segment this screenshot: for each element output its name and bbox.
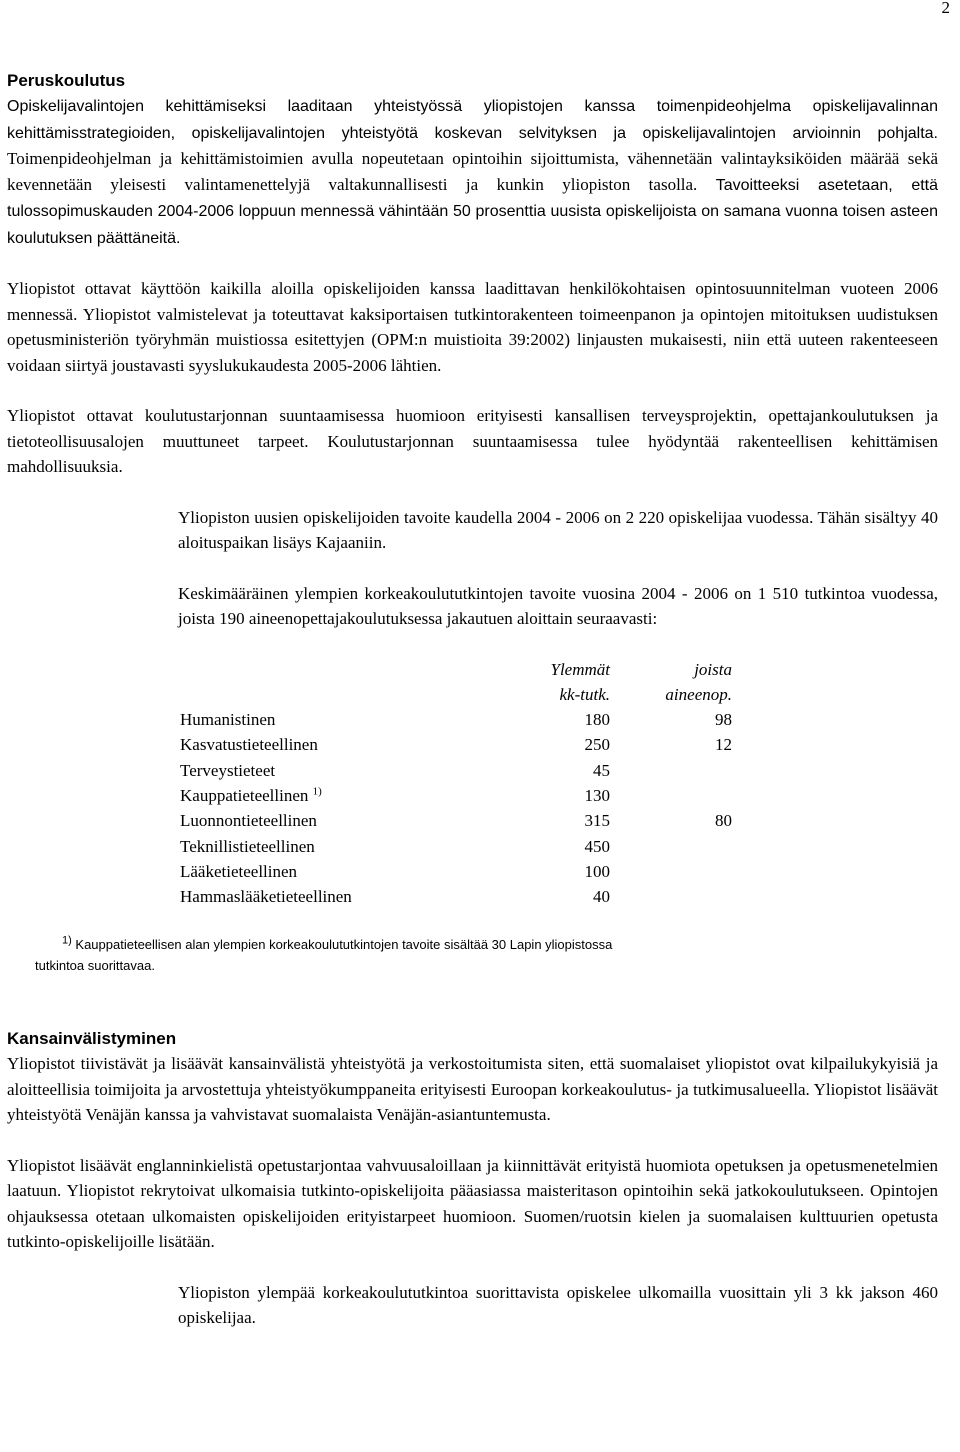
row-value-degrees: 315 <box>584 811 610 831</box>
paragraph-part-c: Tavoitteeksi asetetaan, että tulossopimuskauden 2004-2006 loppuun mennessä vähintään 50 prosenttia uusista opiskelijoista on samana vuonna toisen asteen koulutuksen päättäneitä. <box>7 176 939 247</box>
table-row <box>180 707 732 732</box>
row-value-teachers: 98 <box>715 710 732 730</box>
page-number: 2 <box>941 0 950 17</box>
table-row <box>180 783 732 808</box>
row-label-text: Kauppatieteellinen <box>180 785 309 805</box>
row-label: Kasvatustieteellinen <box>180 735 318 755</box>
table-header-row <box>180 657 732 682</box>
row-value-teachers <box>610 859 732 884</box>
degree-targets-table <box>180 657 732 910</box>
col-header-aineenop: aineenop. <box>665 684 732 704</box>
row-value-degrees: 130 <box>584 785 610 805</box>
row-value-degrees: 40 <box>593 887 610 907</box>
paragraph-yhteistyo: Yliopistot tiivistävät ja lisäävät kansainvälistä yhteistyötä ja verkostoitumista siten, että suomalaiset yliopistot ovat kilpailukykyisiä ja aloitteellisia toimijoita ja arvostettuja yhteistyökumppaneita erityisesti Euroopan korkeakoulutus- ja tutkimusalueella. Yliopistot lisäävät yhteistyötä Venäjän kanssa ja vahvistavat suomalaista Venäjän-asiantuntemusta. <box>7 1054 938 1125</box>
paragraph-koulutustarjonta: Yliopistot ottavat koulutustarjonnan suuntaamisessa huomioon erityisesti kansallisen terveysprojektin, opettajankoulutuksen ja tietoteollisuusalojen muuttuneet tarpeet. Koulutustarjonnan suuntaamisessa tulee hyödyntää rakenteellisen kehittämisen mahdollisuuksia. <box>7 406 938 476</box>
row-value-teachers: 12 <box>715 735 732 755</box>
footnote-reference: 1) <box>312 785 322 798</box>
table-row <box>180 834 732 859</box>
row-value-degrees: 250 <box>584 735 610 755</box>
table-row <box>180 884 732 909</box>
row-value-teachers: 80 <box>715 811 732 831</box>
col-header-ylemmat: Ylemmät <box>550 659 610 679</box>
row-value-degrees: 100 <box>584 861 610 881</box>
row-value-degrees: 45 <box>593 760 610 780</box>
indented-paragraph-ulkomailla: Yliopiston ylempää korkeakoulututkintoa suorittavista opiskelee ulkomailla vuosittain yli 3 kk jakson 460 opiskelijaa. <box>178 1282 938 1328</box>
row-value-teachers <box>610 758 732 783</box>
section-heading-peruskoulutus: Peruskoulutus <box>7 71 126 90</box>
paragraph-opintosuunnitelma: Yliopistot ottavat käyttöön kaikilla aloilla opiskelijoiden kanssa laadittavan henkilökohtaisen opintosuunnitelman vuoteen 2006 mennessä. Yliopistot valmistelevat ja toteuttavat kaksiportaisen tutkintorakenteen toimeenpanon ja opintojen mitoituksen uudistuksen opetusministeriön työryhmän muistiossa esitettyjen (OPM:n muistioita 39:2002) linjausten mukaisesti, niin että uuteen rakenteeseen voidaan siirtyä joustavasti syyslukukaudesta 2005-2006 lähtien. <box>7 279 938 375</box>
row-label: Terveystieteet <box>180 760 276 780</box>
paragraph-part-b: Toimenpideohjelman ja kehittämistoimien avulla nopeutetaan opintoihin sijoittumista, vähennetään valintayksiköiden määrää sekä kevennetään yleisesti valintamenettelyjä valtakunnallisesti ja kunkin yliopiston tasolla. <box>7 149 938 194</box>
table-row <box>180 732 732 757</box>
row-label: Teknillistieteellinen <box>180 836 315 856</box>
section-heading-kansainvalistyminen: Kansainvälistyminen <box>7 1029 177 1049</box>
table-row <box>180 808 732 833</box>
footnote-text-line2: tutkintoa suorittavaa. <box>35 958 155 974</box>
indented-paragraph-tavoite: Yliopiston uusien opiskelijoiden tavoite kaudella 2004 - 2006 on 2 220 opiskelijaa vuodessa. Tähän sisältyy 40 aloituspaikan lisäys Kajaaniin. <box>178 507 938 552</box>
row-label: Humanistinen <box>180 710 276 730</box>
row-value-teachers <box>610 834 732 859</box>
document-body <box>7 68 938 1331</box>
paragraph-valinnat <box>7 93 938 251</box>
row-value-degrees: 180 <box>584 710 610 730</box>
row-value-teachers <box>610 884 732 909</box>
row-label: Luonnontieteellinen <box>180 811 317 831</box>
col-header-kk-tutk: kk-tutk. <box>559 684 610 704</box>
indented-paragraph-tutkinnot: Keskimääräinen ylempien korkeakoulututkintojen tavoite vuosina 2004 - 2006 on 1 510 tutkintoa vuodessa, joista 190 aineenopettajakoulutuksessa jakautuen aloittain seuraavasti: <box>178 583 938 628</box>
row-label: Hammaslääketieteellinen <box>180 887 352 907</box>
paragraph-part-a: Opiskelijavalintojen kehittämiseksi laaditaan yhteistyössä yliopistojen kanssa toimenpideohjelma opiskelijavalinnan kehittämisstrategioiden, opiskelijavalintojen yhteistyötä koskevan selvityksen ja opiskelijavalintojen arvioinnin pohjalta. <box>7 98 938 142</box>
row-label: Lääketieteellinen <box>180 861 298 881</box>
table-header-row <box>180 682 732 707</box>
footnote-text-line1: Kauppatieteellisen alan ylempien korkeakoulututkintojen tavoite sisältää 30 Lapin yliopistossa <box>75 937 613 953</box>
table-row <box>180 758 732 783</box>
row-label <box>180 783 517 808</box>
table-row <box>180 859 732 884</box>
row-value-degrees: 450 <box>584 836 610 856</box>
footnote-marker: 1) <box>62 935 72 948</box>
paragraph-opetustarjonta: Yliopistot lisäävät englanninkielistä opetustarjontaa vahvuusaloillaan ja kiinnittävät erityistä huomiota opetuksen ja opetusmenetelmien laatuun. Yliopistot rekrytoivat ulkomaisia tutkinto-opiskelijoita pääasiassa maisteritason opintoihin sekä jatkokoulutukseen. Opintojen ohjauksessa otetaan ulkomaisten opiskelijoiden erityistarpeet huomioon. Suomen/ruotsin kielen ja suomalaisen kulttuurien opetusta tutkinto-opiskelijoille lisätään. <box>7 1155 938 1252</box>
row-value-teachers <box>610 783 732 808</box>
col-header-joista: joista <box>694 659 732 679</box>
